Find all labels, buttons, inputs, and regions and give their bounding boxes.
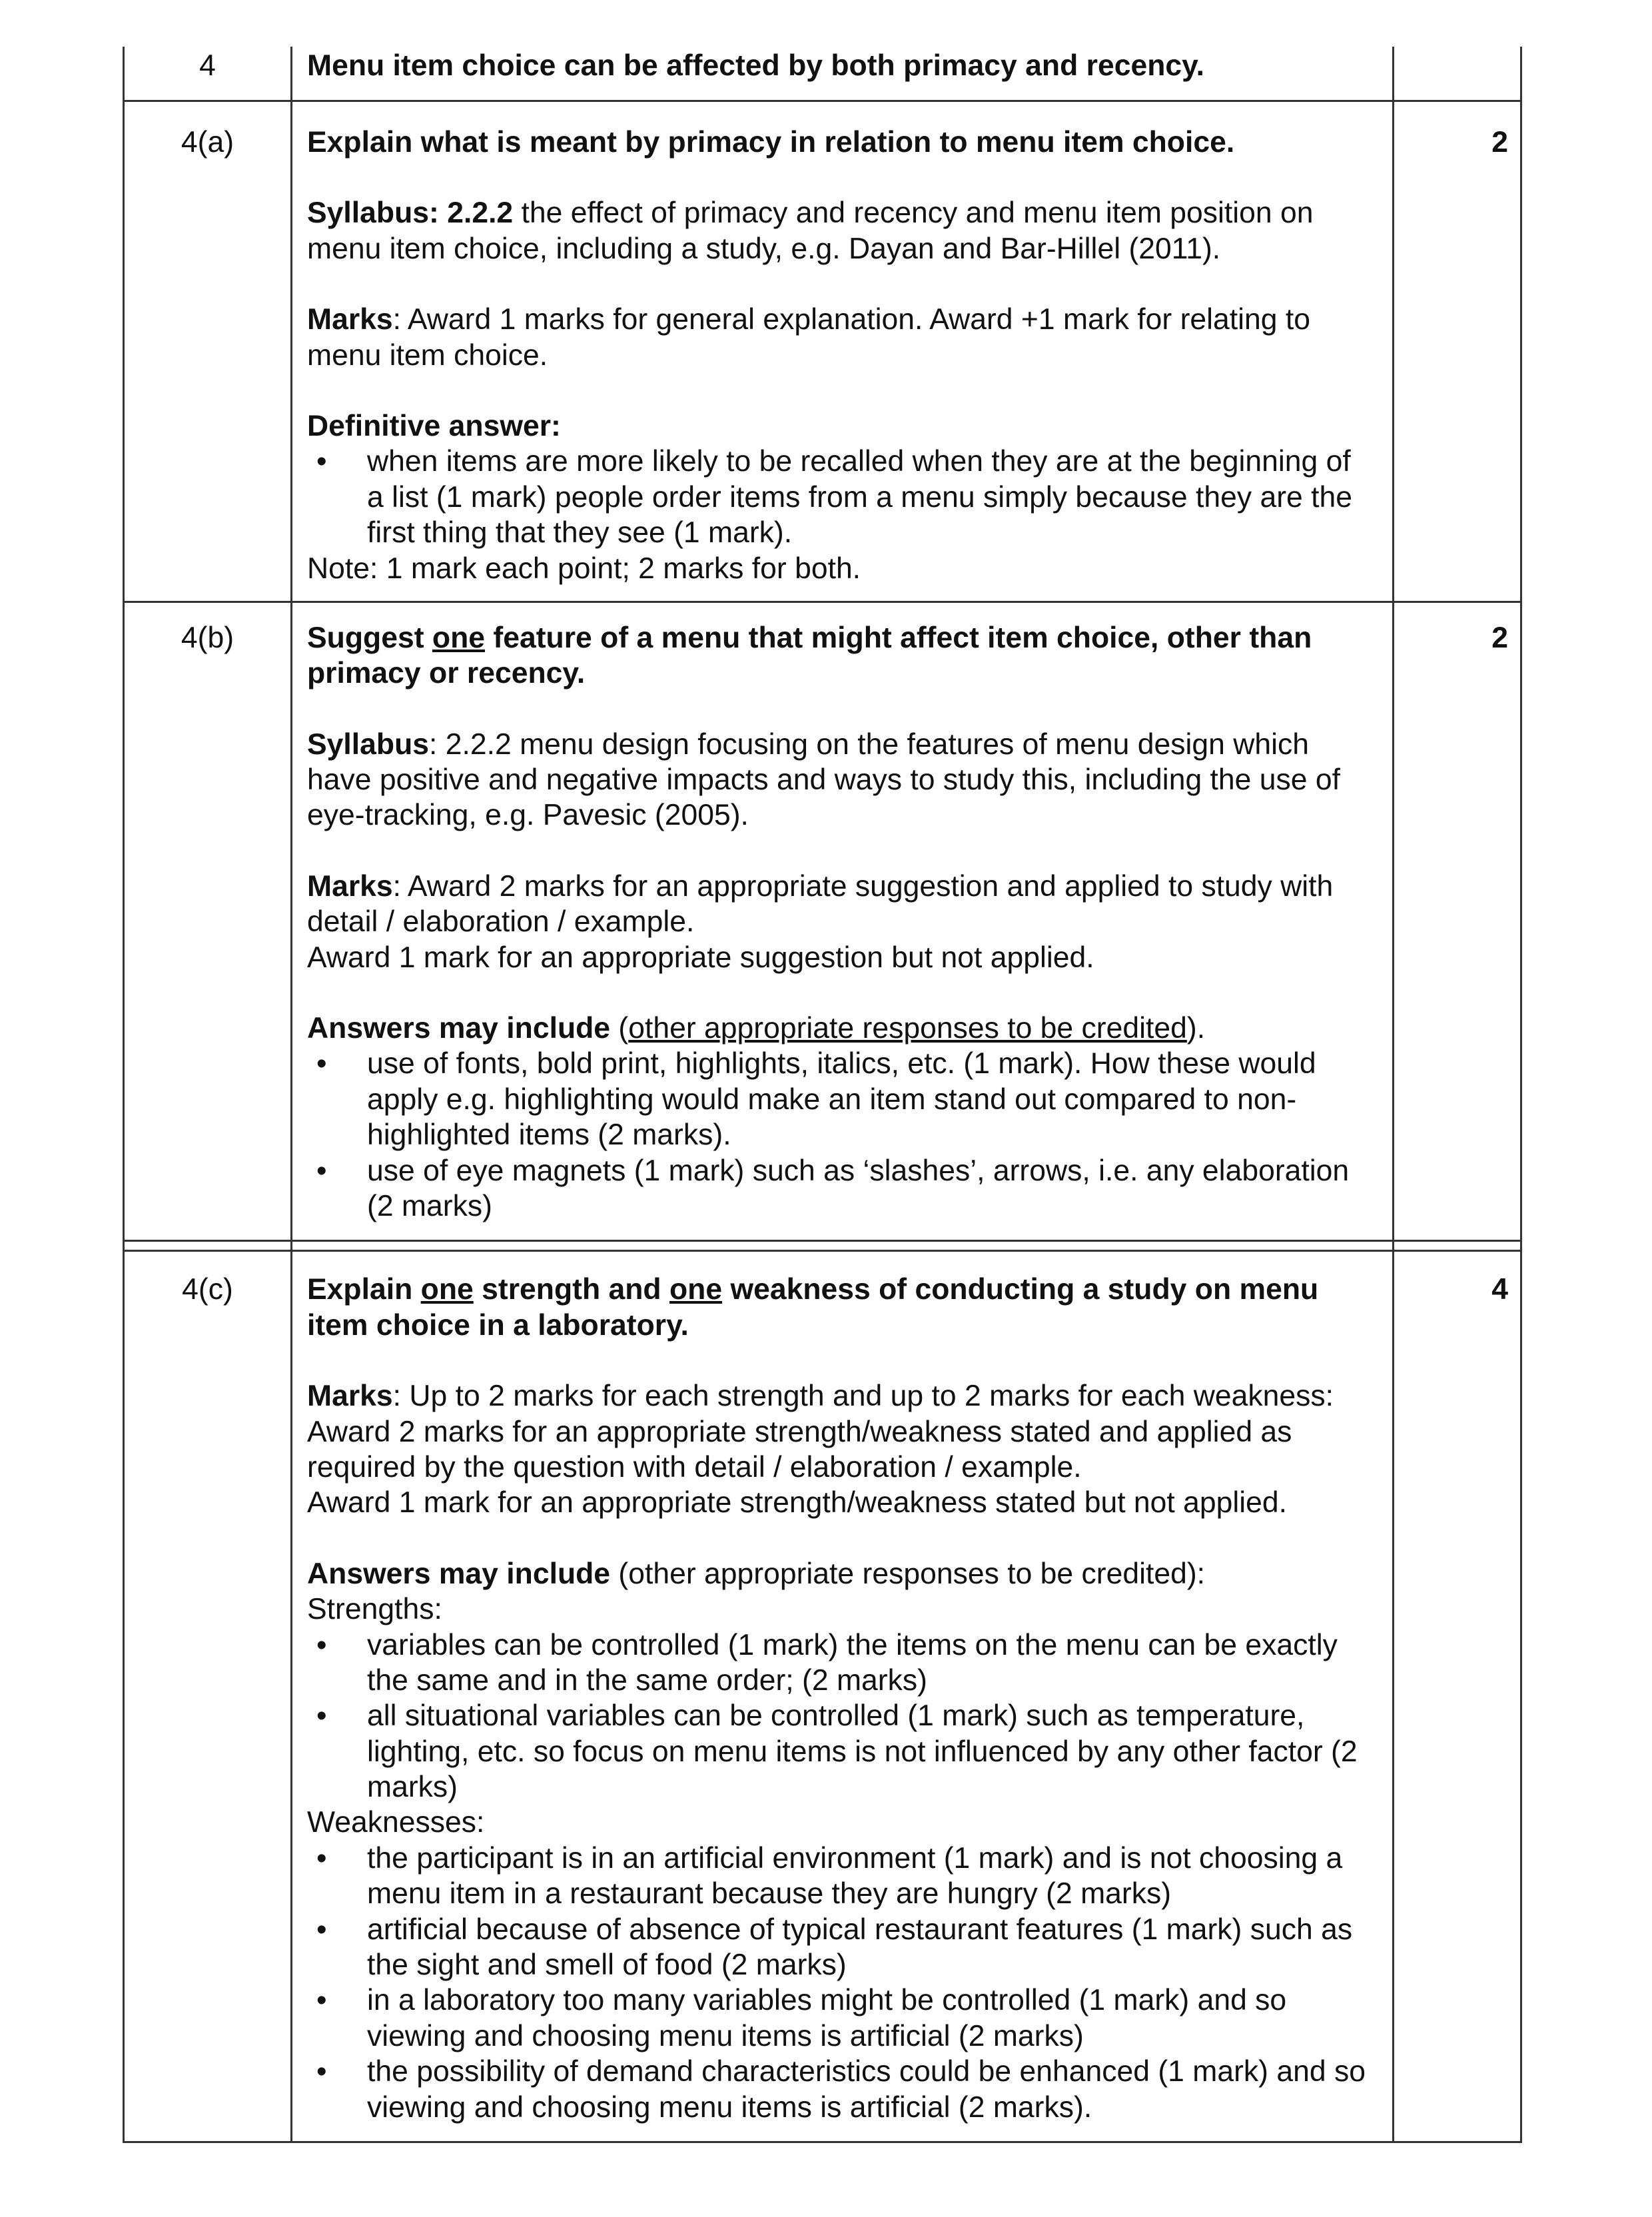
marks-text: : Up to 2 marks for each strength and up to 2 marks for each weakness: [392,1380,1334,1413]
answers-label: Answers may include [307,1012,611,1045]
list-item: • variables can be controlled (1 mark) the items on the menu can be exactly the same and in the same order; (2 marks) [307,1627,1374,1699]
question-4a-row [124,101,1521,602]
list-item: • in a laboratory too many variables might be controlled (1 mark) and so viewing and choosing menu items is artificial (2 marks) [307,1983,1374,2054]
marks-guidance [307,1378,1374,1414]
question-text-part: Suggest [307,621,432,654]
marks-guidance [307,302,1374,373]
list-item: • artificial because of absence of typical restaurant features (1 mark) such as the sight and smell of food (2 marks) [307,1912,1374,1983]
question-text-part: feature of a menu that might affect item choice, other than primacy or recency. [307,621,1312,690]
section-divider [124,1241,1521,1251]
answers-paren: ( [610,1012,629,1045]
answer-cell [292,602,1394,1240]
marks-label: Marks [307,1380,393,1413]
question-number: 4(a) [124,101,292,602]
divider-cell [292,1241,1394,1251]
marks-guidance [307,869,1374,940]
syllabus-text: : 2.2.2 menu design focusing on the features of menu design which have positive and negative impacts and ways to study this, including the use of eye-tracking, e.g. Pavesic (2005). [307,727,1341,832]
question-number: 4 [124,47,292,101]
syllabus-text: the effect of primacy and recency and menu item position on menu item choice, including a study, e.g. Dayan and Bar-Hillel (2011). [307,197,1314,265]
question-text-part: strength and [473,1273,669,1306]
note-text: Note: 1 mark each point; 2 marks for both. [307,552,861,585]
answer-list [307,444,1374,550]
question-stem [292,47,1394,101]
question-text [307,1272,1374,1343]
weaknesses-label: Weaknesses: [307,1806,485,1839]
question-number: 4(c) [124,1251,292,2142]
question-text: Explain what is meant by primacy in relation to menu item choice. [307,126,1235,159]
question-text [307,620,1374,691]
syllabus-label: Syllabus [307,727,430,761]
question-4c-row [124,1251,1521,2142]
answer-list [307,1046,1374,1224]
answers-heading [307,1011,1374,1046]
marks-label: Marks [307,303,393,336]
list-item: • use of fonts, bold print, highlights, italics, etc. (1 mark). How these would apply e.g. highlighting would make an item stand out compared to non-highlighted items (2 marks). [307,1046,1374,1152]
list-item: • when items are more likely to be recalled when they are at the beginning of a list (1 mark) people order items from a menu simply because they are the first thing that they see (1 mark). [307,444,1374,550]
divider-cell [1394,1241,1521,1251]
marks-cell [1394,47,1521,101]
answers-paren: ). [1186,1012,1206,1045]
syllabus-reference [307,727,1374,833]
marks-text: : Award 1 marks for general explanation. Award +1 mark for relating to menu item choice. [307,303,1310,372]
marks-guidance-2: Award 2 marks for an appropriate strength/weakness stated and applied as required by the question with detail / elaboration / example. [307,1415,1292,1484]
list-item: • use of eye magnets (1 mark) such as ‘slashes’, arrows, i.e. any elaboration (2 marks) [307,1153,1374,1224]
question-4-row [124,47,1521,101]
marks-label: Marks [307,869,393,903]
answers-note: (other appropriate responses to be credited): [610,1557,1206,1590]
list-item: • all situational variables can be controlled (1 mark) such as temperature, lighting, etc. so focus on menu items is not influenced by any other factor (2 marks) [307,1698,1374,1805]
question-4b-row [124,602,1521,1240]
question-emphasis: one [420,1273,474,1306]
list-item: • the possibility of demand characteristics could be enhanced (1 mark) and so viewing and choosing menu items is artificial (2 marks). [307,2054,1374,2125]
strengths-list [307,1627,1374,1805]
weaknesses-list [307,1841,1374,2125]
answer-heading: Definitive answer: [307,409,561,442]
question-emphasis: one [669,1273,723,1306]
marks-guidance-3: Award 1 mark for an appropriate strength/weakness stated but not applied. [307,1486,1288,1520]
question-number: 4(b) [124,602,292,1240]
answers-note: other appropriate responses to be credited [628,1012,1187,1045]
question-emphasis: one [432,621,486,654]
divider-cell [124,1241,292,1251]
answer-cell [292,1251,1394,2142]
question-text: Menu item choice can be affected by both primacy and recency. [307,49,1204,82]
answers-label: Answers may include [307,1557,611,1590]
marks-value: 2 [1394,101,1521,602]
marks-value: 4 [1394,1251,1521,2142]
strengths-label: Strengths: [307,1593,442,1626]
mark-scheme-table [123,47,1522,2143]
answer-cell [292,101,1394,602]
syllabus-reference [307,195,1374,266]
marks-guidance-2: Award 1 mark for an appropriate suggestion but not applied. [307,941,1094,974]
answers-heading [307,1556,1374,1591]
list-item: • the participant is in an artificial environment (1 mark) and is not choosing a menu item in a restaurant because they are hungry (2 marks) [307,1841,1374,1912]
question-text-part: weakness of conducting a study on menu item choice in a laboratory. [307,1273,1319,1342]
marks-value: 2 [1394,602,1521,1240]
syllabus-label: Syllabus: 2.2.2 [307,197,514,230]
marks-text: : Award 2 marks for an appropriate suggestion and applied to study with detail / elaboration / example. [307,869,1334,939]
question-text-part: Explain [307,1273,421,1306]
